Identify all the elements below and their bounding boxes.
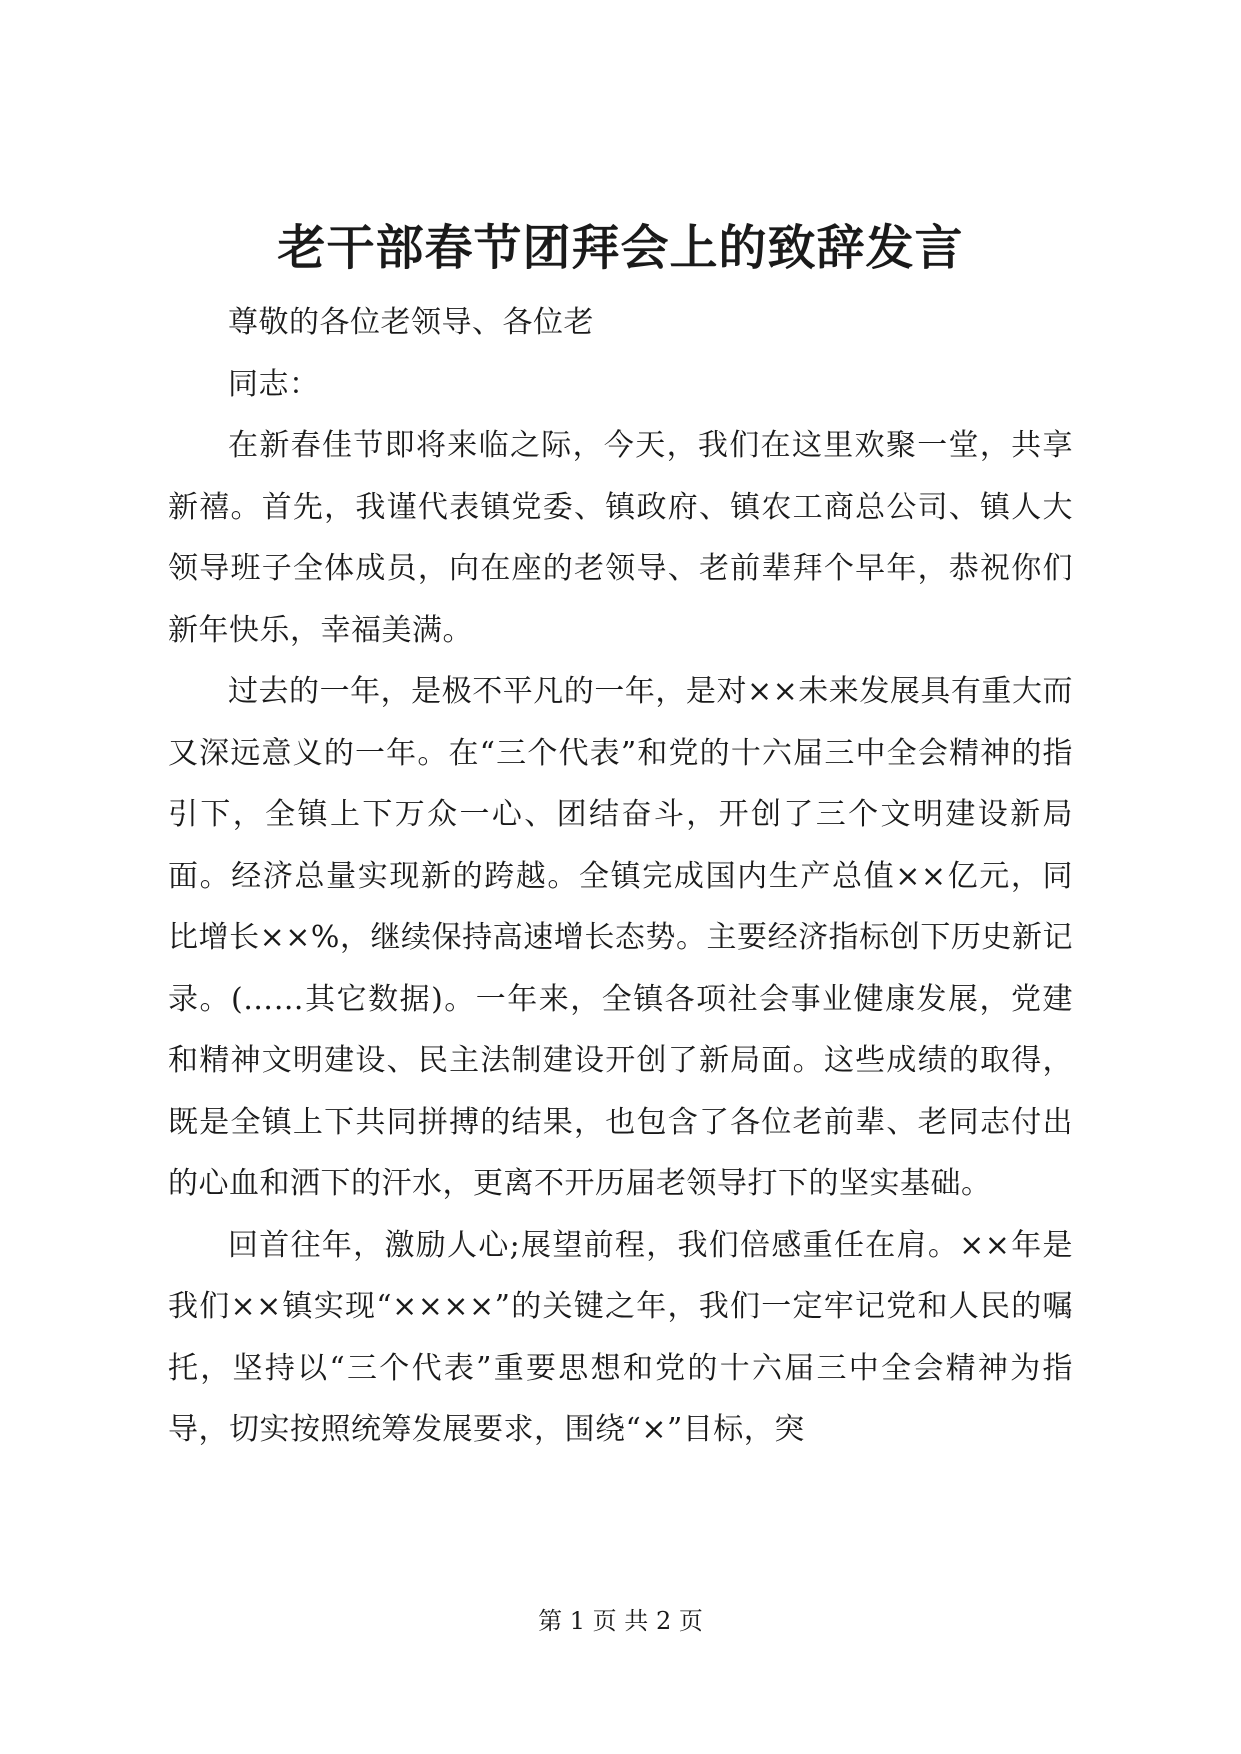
document-body xyxy=(168,292,1073,1461)
salutation-line-2: 同志： xyxy=(228,366,320,402)
paragraph-greeting: 在新春佳节即将来临之际，今天，我们在这里欢聚一堂，共享新禧。首先，我谨代表镇党委、镇政府、镇农工商总公司、镇人大领导班子全体成员，向在座的老领导、老前辈拜个早年，恭祝你们新年快乐，幸福美满。 xyxy=(168,428,1073,648)
paragraph-outlook: 回首往年，激励人心;展望前程，我们倍感重任在肩。××年是我们××镇实现“××××”的关键之年，我们一定牢记党和人民的嘱托，坚持以“三个代表”重要思想和党的十六届三中全会精神为指导，切实按照统筹发展要求，围绕“×”目标，突 xyxy=(168,1227,1073,1447)
page-number-footer: 第 1 页 共 2 页 xyxy=(538,1607,703,1635)
salutation-line: 尊敬的各位老领导、各位老 xyxy=(228,305,594,340)
document-title: 老干部春节团拜会上的致辞发言 xyxy=(277,220,964,276)
paragraph-review: 过去的一年，是极不平凡的一年，是对××未来发展具有重大而又深远意义的一年。在“三个代表”和党的十六届三中全会精神的指引下，全镇上下万众一心、团结奋斗，开创了三个文明建设新局面。经济总量实现新的跨越。全镇完成国内生产总值××亿元，同比增长××%，继续保持高速增长态势。主要经济指标创下历史新记录。(……其它数据)。一年来，全镇各项社会事业健康发展，党建和精神文明建设、民主法制建设开创了新局面。这些成绩的取得，既是全镇上下共同拼搏的结果，也包含了各位老前辈、老同志付出的心血和洒下的汗水，更离不开历届老领导打下的坚实基础。 xyxy=(168,674,1073,1201)
